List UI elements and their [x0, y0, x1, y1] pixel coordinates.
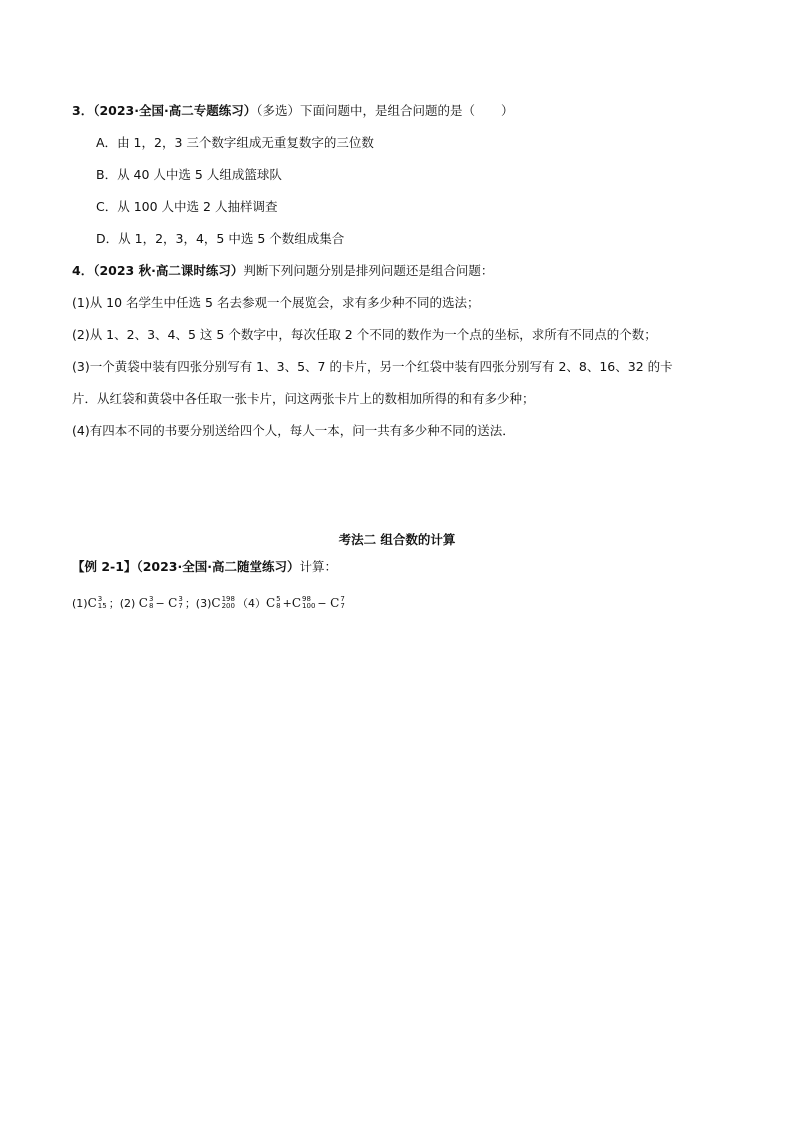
option-a	[96, 135, 374, 151]
c3-sub: 7	[178, 602, 183, 610]
c6-sup: 98	[302, 595, 311, 603]
question-3-text: 下面问题中，是组合问题的是（	[300, 103, 476, 118]
example-label: 【例 2-1】	[72, 559, 137, 574]
question-4-text: 判断下列问题分别是排列问题还是组合问题：	[243, 263, 494, 278]
example-text: 计算：	[299, 559, 337, 574]
c1-sub: 15	[97, 602, 107, 610]
c7-sub: 7	[340, 602, 345, 610]
option-b-text: 从 40 人中选 5 人组成篮球队	[117, 167, 282, 182]
question-4-source: （2023 秋·高二课时练习）	[93, 263, 244, 278]
formula-part-1-label: (1)	[72, 597, 88, 610]
c4-sub: 200	[221, 602, 235, 610]
c2-sub: 8	[148, 602, 154, 610]
c6-sub: 100	[302, 602, 316, 610]
option-d	[96, 231, 344, 247]
combination-symbol: C	[138, 596, 148, 610]
c5-sub: 8	[276, 602, 281, 610]
plus-sign: +	[282, 597, 292, 610]
c3-sup: 3	[178, 595, 183, 603]
question-4-number: 4．	[72, 263, 94, 278]
option-c	[96, 199, 277, 215]
option-a-text: 由 1，2，3 三个数字组成无重复数字的三位数	[117, 135, 374, 150]
option-b	[96, 167, 282, 183]
section-title: 考法二 组合数的计算	[338, 532, 456, 547]
minus-sign: −	[155, 597, 165, 610]
question-4-item-2: (2)从 1、2、3、4、5 这 5 个数字中，每次任取 2 个不同的数作为一个点的坐标，求所有不同点的个数；	[72, 327, 657, 342]
c1-sup: 3	[97, 595, 103, 603]
combination-symbol: C	[87, 596, 97, 610]
combination-symbol: C	[265, 596, 276, 610]
option-b-label: B．	[96, 167, 118, 182]
example-formula	[72, 595, 347, 612]
question-4-item-1: (1)从 10 名学生中任选 5 名去参观一个展览会，求有多少种不同的选法；	[72, 295, 480, 310]
option-a-label: A．	[96, 135, 118, 150]
question-4-item-3: (3)一个黄袋中装有四张分别写有 1、3、5、7 的卡片，另一个红袋中装有四张分别写有 2、8、16、32 的卡	[72, 359, 673, 374]
question-4-stem	[72, 263, 493, 279]
formula-sep-2: ；(3)	[184, 597, 212, 610]
example-2-1-stem	[72, 559, 337, 575]
question-3-stem	[72, 103, 514, 119]
question-3-source: （2023·全国·高二专题练习）	[93, 103, 257, 118]
option-d-label: D．	[96, 231, 119, 246]
c7-sup: 7	[340, 595, 345, 603]
formula-part-4-label: （4）	[236, 597, 266, 610]
combination-symbol: C	[291, 596, 302, 610]
option-d-text: 从 1，2，3，4，5 中选 5 个数组成集合	[118, 231, 345, 246]
combination-symbol: C	[168, 596, 178, 610]
combination-symbol: C	[211, 596, 221, 610]
c4-sup: 198	[221, 595, 235, 603]
question-4-item-3-cont: 片．从红袋和黄袋中各任取一张卡片，问这两张卡片上的数相加所得的和有多少种；	[72, 391, 535, 406]
c2-sup: 3	[148, 595, 154, 603]
formula-sep-1: ；(2)	[108, 597, 139, 610]
question-3-close-paren: ）	[501, 103, 514, 118]
question-3-number: 3．	[72, 103, 94, 118]
option-c-label: C．	[96, 199, 118, 214]
minus-sign: −	[317, 597, 327, 610]
question-4-item-4: (4)有四本不同的书要分别送给四个人，每人一本，问一共有多少种不同的送法．	[72, 423, 515, 438]
question-3-tag: （多选）	[256, 103, 301, 118]
option-c-text: 从 100 人中选 2 人抽样调查	[117, 199, 278, 214]
c5-sup: 5	[276, 595, 281, 603]
example-source: （2023·全国·高二随堂练习）	[136, 559, 300, 574]
combination-symbol: C	[330, 596, 340, 610]
